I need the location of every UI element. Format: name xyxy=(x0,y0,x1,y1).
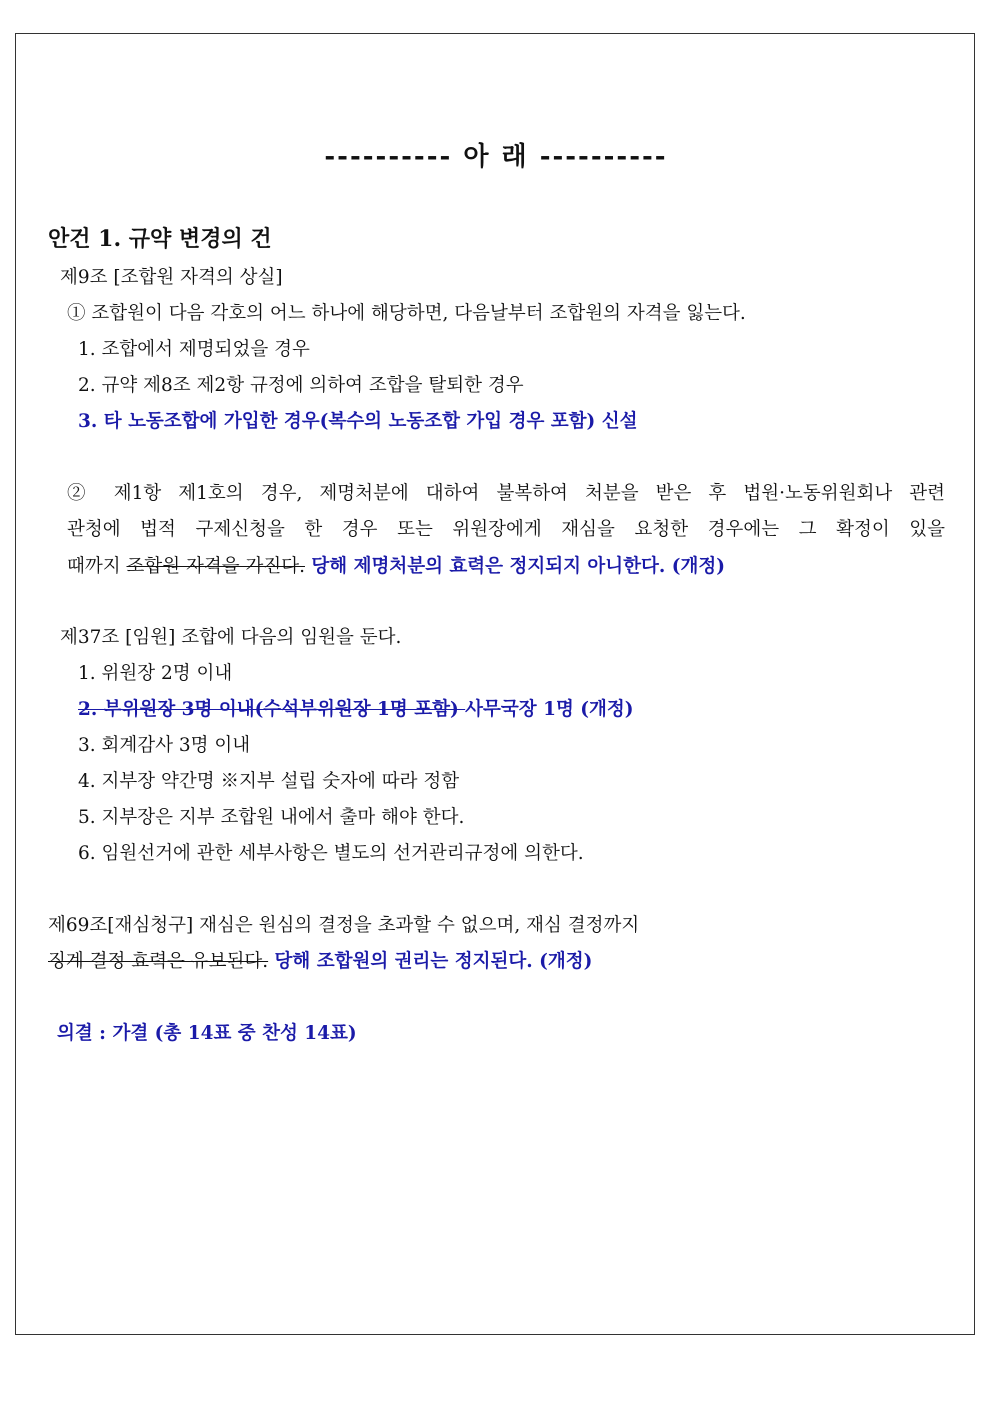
article9-item-2: 2. 규약 제8조 제2항 규정에 의하여 조합을 탈퇴한 경우 xyxy=(78,375,524,396)
article9-clause2-line1: ② 제1항 제1호의 경우, 제명처분에 대하여 불복하여 처분을 받은 후 법원·노동위원회나 관련 xyxy=(67,483,945,504)
article37-header: 제37조 [임원] 조합에 다음의 임원을 둔다. xyxy=(60,627,402,648)
resolution: 의결 : 가결 (총 14표 중 찬성 14표) xyxy=(57,1023,357,1044)
clause2-amendment: 당해 제명처분의 효력은 정지되지 아니한다. (개정) xyxy=(304,556,725,577)
article37-item-3: 3. 회계감사 3명 이내 xyxy=(78,735,251,756)
section-title: ---------- 아 래 ---------- xyxy=(324,142,668,172)
article9-header: 제9조 [조합원 자격의 상실] xyxy=(60,267,283,288)
article69-line2 xyxy=(48,950,592,974)
item2-amendment: 사무국장 1명 (개정) xyxy=(465,699,634,720)
article9-clause2-line2: 관청에 법적 구제신청을 한 경우 또는 위원장에게 재심을 요청한 경우에는 그 확정이 있을 xyxy=(67,519,945,540)
article9-item-1: 1. 조합에서 제명되었을 경우 xyxy=(78,339,310,360)
article9-item-3-new: 3. 타 노동조합에 가입한 경우(복수의 노동조합 가입 경우 포함) 신설 xyxy=(78,411,638,432)
article9-clause1: ① 조합원이 다음 각호의 어느 하나에 해당하면, 다음날부터 조합원의 자격을 잃는다. xyxy=(67,303,746,324)
article37-item-6: 6. 임원선거에 관한 세부사항은 별도의 선거관리규정에 의한다. xyxy=(78,843,584,864)
clause2-struck-text: 조합원 자격을 가진다. xyxy=(126,556,305,577)
article69-struck-text: 징계 결정 효력은 유보된다. xyxy=(48,951,269,972)
article9-clause2-line3 xyxy=(67,555,725,579)
agenda-heading: 안건 1. 규약 변경의 건 xyxy=(48,226,272,252)
article69-line1: 제69조[재심청구] 재심은 원심의 결정을 초과할 수 없으며, 재심 결정까지 xyxy=(48,915,640,936)
article37-item-4: 4. 지부장 약간명 ※지부 설립 숫자에 따라 정함 xyxy=(78,771,460,792)
clause2-prefix: 때까지 xyxy=(67,556,127,577)
article37-item-2 xyxy=(78,698,634,722)
item2-struck-text: 2. 부위원장 3명 이내(수석부위원장 1명 포함) xyxy=(78,699,466,720)
article69-amendment: 당해 조합원의 권리는 정지된다. (개정) xyxy=(268,951,593,972)
article37-item-1: 1. 위원장 2명 이내 xyxy=(78,663,233,684)
article37-item-5: 5. 지부장은 지부 조합원 내에서 출마 해야 한다. xyxy=(78,807,465,828)
